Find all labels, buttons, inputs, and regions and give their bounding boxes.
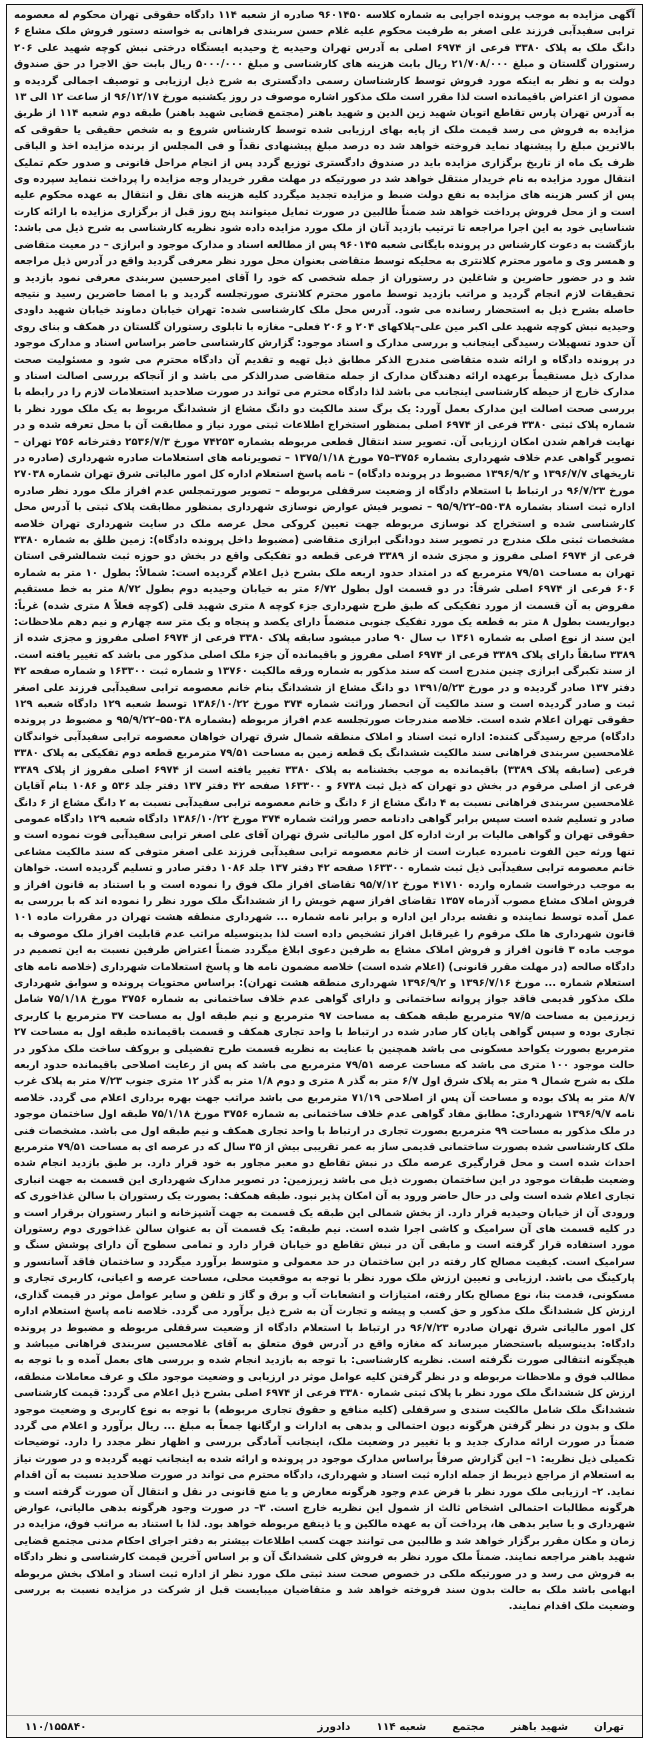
notice-footer: [7, 1715, 642, 1737]
footer-branch: شعبه ۱۱۴: [376, 1720, 427, 1733]
footer-role: دادورز: [317, 1720, 351, 1733]
footer-city: تهران: [594, 1720, 624, 1733]
notice-body-text: آگهی مزایده به موجب پرونده اجرایی به شماره کلاسه ۹۶۰۱۴۵۰ صادره از شعبه ۱۱۴ دادگاه حقوقی تهران محکوم له معصومه ترابی سفیدآبی فرزند علی اصغر به طرفیت محکوم علیه غلام حسن سربندی فراهانی به خواسته دستور فروش ملک مشاع ۶ دانگ ملک به پلاک ۳۳۸۰ فرعی از ۶۹۷۴ اصلی به آدرس تهران وحیدیه خ وحیدیه ایستگاه درختی نبش کوچه شهید علی ۲۰۶ رستوران گلستان و مبلغ ۲۱/۷۰۸/۰۰۰ ریال بابت هزینه های کارشناسی و مبلغ ۵۰۰۰/۰۰۰ ریال بابت حق الاجرا در حق صندوق دولت به و نظر به اینکه مورد فروش توسط کارشناسان رسمی دادگستری به شرح ذیل ارزیابی و توصیف اجمالی گردیده و مصون از اعتراض باقیمانده است لذا مقرر است ملک مذکور اشاره موصوف در روز یکشنبه مورخ ۹۶/۱۲/۱۷ از ساعت ۱۲ الی ۱۳ به آدرس تهران پارس تقاطع اتوبان شهید زین الدین و شهید باهنر (مجتمع قضایی شهید باهنر) طبقه دوم شعبه ۱۱۴ از طریق مزایده به فروش می رسد قیمت ملک از پایه بهای ارزیابی شده توسط کارشناس شروع و به شخص حقیقی یا حقوقی که بالاترین مبلغ را پیشنهاد نماید فروخته خواهد شد ده درصد مبلغ پیشنهادی نقداً و فی المجلس از برنده مزایده اخذ و الباقی ظرف یک ماه از تاریخ برگزاری مزایده باید در صندوق دادگستری توزیع گردد پس از انجام مراحل قانونی و صدور حکم تملیک انتقال مورد مزایده به نام خریدار منتقل خواهد شد در صورتیکه در مهلت مقرر خریدار وجه مزایده را پرداخت ننماید سپرده وی پس از کسر هزینه های مزایده به نفع دولت ضبط و مزایده تجدید میگردد کلیه هزینه های نقل و انتقال به عهده محکوم علیه است و از محل فروش پرداخت خواهد شد ضمناً طالبین در صورت تمایل میتوانند پنج روز قبل از برگزاری مزایده با ارائه کارت شناسایی خود به این اجرا مراجعه تا ترتیب بازدید آنان از ملک مورد مزایده داده شود نظریه کارشناسی به شرح ذیل می باشد: بازگشت به دعوت کارشناس در پرونده بایگانی شعبه ۹۶۰۱۴۵ پس از مطالعه اسناد و مدارک موجود و ابرازی – در معیت متقاضی و همسر وی و مامور محترم کلانتری به محلیکه توسط متقاضی بعنوان محل مورد نظر معرفی گردید واقع در آدرس ذیل مراجعه شد و در حضور حاضرین و شاغلین در رستوران از جمله شخصی که خود را آقای امیرحسین سربندی معرفی نمود بازدید و تحقیقات لازم انجام گردید و مراتب بازدید توسط مامور محترم کلانتری صورتجلسه گردید و با امضا حاضرین رسید و نتیجه حاصله بشرح ذیل به استحضار رسانده می شود. آدرس محل ملک کارشناسی شده: تهران خیابان دماوند خیابان شهید داودی وحیدیه نبش کوچه شهید علی اکبر مین علی–پلاکهای ۲۰۴ و ۲۰۶ فعلی– مغازه با تابلوی رستوران گلستان در همکف و بنای روی آن حدود تسهیلات رسیدگی اینجانب و بررسی مدارک و اسناد موجود: گزارش کارشناسی حاضر براساس اسناد و مدارک موجود در پرونده دادگاه و ارائه شده متقاضی مندرج الذکر مطابق ذیل تهیه و تقدیم آن دادگاه محترم می شود و مسئولیت صحت مدارک ذیل مستقیماً برعهده ارائه دهندگان مدارک از جمله متقاضی صدرالذکر می باشد و از آنجاکه بررسی اصالت اسناد و مدارک خارج از حیطه کارشناسی اینجانب می باشد لذا دادگاه محترم می تواند در صورت صلاحدید استعلامات لازم را در رابطه با بررسی صحت اصالت این مدارک بعمل آورد: یک برگ سند مالکیت دو دانگ مشاع از ششدانگ مربوط به یک ملک مورد نظر با شماره پلاک ثبتی ۳۳۸۰ فرعی از ۶۹۷۴ اصلی بمنظور استخراج اطلاعات ثبتی مورد نیاز و مطابقت آن با محل تعرفه شده و در نهایت فراهم شدن امکان ارزیابی آن. تصویر سند انتقال قطعی مربوطه بشماره ۷۴۲۵۳ مورخ ۲۵۳۶/۷/۳ دفترخانه ۲۵۶ تهران – تصویر گواهی عدم خلاف شهرداری بشماره ۳۷۵۶–۷۵ مورخ ۱۳۷۵/۱/۱۸ – تصویرنامه های استعلامات صادره شهرداری (صادره در تاریخهای ۱۳۹۶/۷/۷ و ۱۳۹۶/۹/۲ مضبوط در پرونده دادگاه) – نامه پاسخ استعلام اداره کل امور مالیاتی شرق تهران شماره ۲۷۰۳۸ مورخ ۹۶/۷/۲۳ در ارتباط با استعلام دادگاه از وضعیت سرقفلی مربوطه – تصویر صورتمجلس عدم افراز ملک مورد نظر صادره اداره ثبت اسناد بشماره ۵۵۰۳۸–۹۵/۹/۲۲ – تصویر فیش عوارض نوسازی شهرداری بمنظور مطابقت پلاک ثبتی با آدرس محل کارشناسی شده و استخراج کد نوسازی مربوطه جهت تعیین کروکی محل عرصه ملک در سایت شهرداری تهران خلاصه مشخصات ثبتی ملک مندرج در تصویر سند دودانگی ابرازی متقاضی (مضبوط داخل پرونده دادگاه): زمین طلق به شماره ۳۳۸۰ فرعی از ۶۹۷۴ اصلی مفروز و مجزی شده از ۳۳۸۹ فرعی قطعه دو تفکیکی واقع در بخش دو حوزه ثبت شمالشرقی استان تهران به مساحت ۷۹/۵۱ مترمربع که در امتداد حدود اربعه ملک بشرح ذیل اعلام گردیده است: شمالاً: بطول ۱۰ متر به شماره ۶۰۶ فرعی از ۶۹۷۴ اصلی شرقاً: در دو قسمت اول بطول ۶/۷۲ متر به خیابان وحیدیه دوم بطول ۸/۷۲ متر به خط مستقیم مفروض به آن قسمت از مورد تفکیکی که طبق طرح شهرداری جزء کوچه ۸ متری شهید قلی (کوچه فعلاً ۸ متری شده) غرباً: دیواریست بطول ۸ متر به قطعه یک مورد تفکیک جنوبی منضماً دارای یکصد و پنجاه و یک متر سه چهارم و نیم دهم ملاحظات: این سند از نوع اصلی به شماره ۱۳۶۱ ب سال ۹۰ صادر میشود سابقه پلاک ۳۳۸۰ فرعی از ۶۹۷۴ اصلی مفروز و مجزی شده از ۳۳۸۹ سابقاً دارای پلاک ۳۳۸۹ فرعی از ۶۹۷۴ اصلی مفروز و باقیمانده آن جزء ملک اصلی مذکور می باشد که تغییر یافته است. از سند تکبرگی ابرازی چنین مندرج است که سند مذکور به شماره ورقه مالکیت ۱۳۷۶۰ و شماره ثبت ۱۶۳۳۰۰ و شماره صفحه ۴۲ دفتر ۱۳۷ صادر گردیده و در مورخ ۱۳۹۱/۵/۲۳ دو دانگ مشاع از ششدانگ بنام خانم معصومه ترابی سفیدآبی فرزند علی اصغر ثبت و صادر گردیده است و سند مالکیت آن انحصار وراثت شماره ۳۷۴ مورخ ۱۳۸۶/۱۰/۲۲ توسط شعبه ۱۲۹ دادگاه شعبه ۱۲۹ حقوقی تهران اعلام شده است. خلاصه مندرجات صورتجلسه عدم افراز مربوطه (بشماره ۵۵۰۳۸–۹۵/۹/۲۲ و مضبوط در پرونده دادگاه) مرجع رسیدگی کننده: اداره ثبت اسناد و املاک منطقه شمال شرق تهران خواهان معصومه ترابی سفیدآبی خواندگان غلامحسین سربندی فراهانی سند مالکیت ششدانگ یک قطعه زمین به مساحت ۷۹/۵۱ مترمربع قطعه دوم تفکیکی به پلاک ۳۳۸۰ فرعی (سابقه پلاک ۳۳۸۹) باقیمانده به موجب بخشنامه به پلاک ۳۳۸۰ تغییر یافته است از ۶۹۷۴ اصلی مفروز از پلاک ۳۳۸۹ فرعی از اصلی مرقوم در بخش دو تهران که ذیل ثبت ۶۷۳۸ و ۱۶۳۳۰۰ صفحه ۴۲ دفتر ۱۳۷ دفتر جلد ۵۳۶ و ۱۰۸۶ بنام آقایان غلامحسین سربندی فراهانی نسبت به ۴ دانگ مشاع از ۶ دانگ و خانم معصومه ترابی سفیدآبی نسبت به ۲ دانگ مشاع از ۶ دانگ صادر و تسلیم شده است سپس برابر گواهی دادنامه حصر وراثت شماره ۳۷۴ مورخ ۱۳۸۶/۱۰/۲۲ دادگاه شعبه ۱۲۹ دادگاه عمومی حقوقی تهران و گواهی مالیات بر ارث اداره کل امور مالیاتی شرق تهران آقای علی اصغر ترابی سفیدآبی فوت نموده است و تنها ورثه حین الفوت نامبرده عبارت است از خانم معصومه ترابی سفیدآبی فرزند علی اصغر متوفی که سند مالکیت مشاعی خانم معصومه ترابی سفیدآبی ذیل ثبت شماره ۱۶۳۳۰۰ صفحه ۴۲ دفتر ۱۳۷ جلد ۱۰۸۶ دفتر صادر و تسلیم گردیده است. خواهان به موجب درخواست شماره وارده ۴۱۷۱۰ مورخ ۹۵/۷/۱۲ تقاضای افراز ملک فوق را نموده است و با استناد به قانون افراز و فروش املاک مشاع مصوب آذرماه ۱۳۵۷ تقاضای افراز سهم خویش را از ششدانگ ملک مورد نظر را نموده اند که با بررسی به عمل آمده توسط نماینده و نقشه بردار این اداره و برابر نامه شماره ... شهرداری منطقه هشت تهران در مقررات ماده ۱۰۱ قانون شهرداری ها ملک مرقوم را غیرقابل افراز تشخیص داده است لذا بدینوسیله مراتب عدم قابلیت افراز ملک موصوف به موجب ماده ۳ قانون افراز و فروش املاک مشاع به طرفین دعوی ابلاغ میگردد ضمناً اعتراض طرفین نسبت به این تصمیم در دادگاه صالحه (در مهلت مقرر قانونی) (اعلام شده است) خلاصه مضمون نامه ها و پاسخ استعلامات شهرداری (خلاصه نامه های استعلام شماره ... مورخ ۱۳۹۶/۷/۱۶ و ۱۳۹۶/۹/۲ شهرداری منطقه هشت تهران): براساس محتویات پرونده و سوابق شهرداری ملک مذکور قدیمی فاقد جواز پروانه ساختمانی و دارای گواهی عدم خلاف ساختمانی به شماره ۳۷۵۶ مورخ ۷۵/۱/۱۸ شامل زیرزمین به مساحت ۹۷/۵ مترمربع طبقه همکف به مساحت ۹۷ مترمربع و نیم طبقه اول به مساحت ۳۷ مترمربع با کاربری تجاری بوده و سپس گواهی پایان کار صادر شده در ارتباط با واحد تجاری همکف و قسمت باقیمانده طبقه اول به مساحت ۲۷ مترمربع بصورت یکواحد مسکونی می باشد همچنین با عنایت به نظریه قسمت طرح تفضیلی و بروکف ساخت ملک مذکور در حالت موجود ۱۰۰ متری می باشد که مساحت عرصه ۷۹/۵۱ مترمربع می باشد که پس از رعایت اصلاحی باقیمانده حدود اربعه ملک به شرح شمال ۹ متر به پلاک شرق اول ۶/۷ متر به گذر ۸ متری و دوم ۱/۸ متر به گذر ۱۲ متری جنوب ۷/۲۳ متر به پلاک غرب ۸/۷ متر به پلاک بوده و مساحت آن پس از اصلاحی ۷۱/۱۹ مترمربع می باشد مراتب جهت بهره برداری اعلام می گردد. خلاصه نامه ۱۳۹۶/۹/۷ شهرداری: مطابق مفاد گواهی عدم خلاف ساختمانی به شماره ۳۷۵۶ مورخ ۷۵/۱/۱۸ طبقه اول ساختمان موجود در ملک مذکور به مساحت ۹۹ مترمربع بصورت تجاری در ارتباط با واحد تجاری همکف و نیم طبقه اول می باشد. مشخصات فنی ملک کارشناسی شده بصورت ساختمانی قدیمی ساز به عمر تقریبی بیش از ۳۵ سال که در عرصه ای به مساحت ۷۹/۵۱ مترمربع احداث شده است و محل قرارگیری عرصه ملک در نبش تقاطع دو معبر مجاور به خود قرار دارد. بر طبق بازدید انجام شده وضعیت طبقات موجود در این ساختمان بصورت ذیل می باشد زیرزمین: در تصویر مدارک شهرداری این قسمت به جهت انباری تجاری اعلام شده است ولی در حال حاضر ورود به آن امکان پذیر نبود. طبقه همکف: بصورت یک رستوران با سالن غذاخوری که ورودی آن از خیابان وحیدیه قرار دارد. از بخش شمالی این طبقه یک قسمت به جهت آشپزخانه و انبار رستوران برقرار است و در کلیه قسمت های آن سرامیک و کاشی اجرا شده است. نیم طبقه: یک قسمت آن به عنوان سالن غذاخوری دوم رستوران مورد استفاده قرار گرفته است و مابقی آن در نبش تقاطع دو خیابان قرار دارد و تمامی سطوح آن دارای پوشش سنگ و سرامیک است. کیفیت مصالح کار رفته در این ساختمان در حد معمولی و متوسط برآورد میگردد و ساختمان فاقد آسانسور و پارکینگ می باشد. ارزیابی و تعیین ارزش ملک مورد نظر با توجه به موقعیت محلی، مساحت عرصه و اعیانی، کاربری تجاری و مسکونی، قدمت بنا، نوع مصالح بکار رفته، امتیازات و انشعابات آب و برق و گاز و تلفن و سایر عوامل موثر در قیمت گذاری، ارزش کل ششدانگ ملک مذکور و حق کسب و پیشه و تجارت آن به شرح ذیل برآورد می گردد. خلاصه نامه پاسخ استعلام اداره کل امور مالیاتی شرق تهران صادره ۹۶/۷/۲۳ در ارتباط با استعلام دادگاه از وضعیت سرقفلی مربوطه و مضبوط در پرونده دادگاه: بدینوسیله باستحضار میرساند که مغازه واقع در آدرس فوق متعلق به آقای غلامحسین سربندی فراهانی میباشد و هیچگونه انتقالی صورت نگرفته است. نظریه کارشناسی: با توجه به بازدید انجام شده و بررسی های بعمل آمده و با توجه به مطالب فوق و ملاحظات مربوطه و در نظر گرفتن کلیه عوامل موثر در ارزیابی و وضعیت موجود ملک و عرف معاملات منطقه، ارزش کل ششدانگ ملک مورد نظر با پلاک ثبتی شماره ۳۳۸۰ فرعی از ۶۹۷۴ اصلی بشرح ذیل اعلام می گردد: قیمت کارشناسی ششدانگ ملک شامل مالکیت سندی و سرقفلی (کلیه منافع و حقوق تجاری مربوطه) با توجه به نوع کاربری و وضعیت موجود ملک و بدون در نظر گرفتن هرگونه دیون احتمالی و بدهی به ادارات و ارگانها جمعاً به مبلغ ... ریال برآورد و اعلام می گردد ضمناً در صورت ارائه مدارک جدید و یا تغییر در وضعیت ملک، اینجانب آمادگی بررسی و اظهار نظر مجدد را دارد. توضیحات تکمیلی ذیل نظریه: ۱– این گزارش صرفاً براساس مدارک موجود در پرونده و ارائه شده به اینجانب تهیه گردیده و در صورت نیاز به استعلام از مراجع ذیربط از جمله اداره ثبت اسناد و شهرداری، دادگاه محترم می تواند در صورت صلاحدید نسبت به آن اقدام نماید. ۲– ارزیابی ملک مورد نظر با فرض عدم وجود هرگونه معارض و یا منع قانونی در نقل و انتقال آن صورت گرفته است و هرگونه مطالبات احتمالی اشخاص ثالث از شمول این نظریه خارج است. ۳– در صورت وجود هرگونه بدهی مالیاتی، عوارض شهرداری و یا سایر بدهی ها، پرداخت آن به عهده مالکین و یا ذینفع مربوطه خواهد بود. لذا با استناد به مراتب فوق، مزایده در زمان و مکان مقرر برگزار خواهد شد و طالبین می توانند جهت کسب اطلاعات بیشتر به دفتر اجرای احکام مدنی مجتمع قضایی شهید باهنر مراجعه نمایند. ضمناً ملک مورد نظر به فروش کلی ششدانگ آن و بر اساس آخرین قیمت کارشناسی و نظر دادگاه به فروش می رسد و در صورتیکه ملکی در خصوص صحت سند ثبتی ملک مورد نظر از اداره ثبت اسناد و املاک بخش مربوطه ابهامی باشد ملک به حالت بدون سند فروخته خواهد شد و متقاضیان میبایست قبل از شرکت در مزایده نسبت به بررسی وضعیت ملک اقدام نمایند.: [10, 10, 636, 1613]
legal-notice: [6, 4, 643, 1738]
footer-code: ۱۱۰/۱۵۵۸۴۰: [25, 1720, 87, 1733]
footer-complex-name: شهید باهنر: [510, 1720, 569, 1733]
footer-complex: مجتمع: [452, 1720, 485, 1733]
